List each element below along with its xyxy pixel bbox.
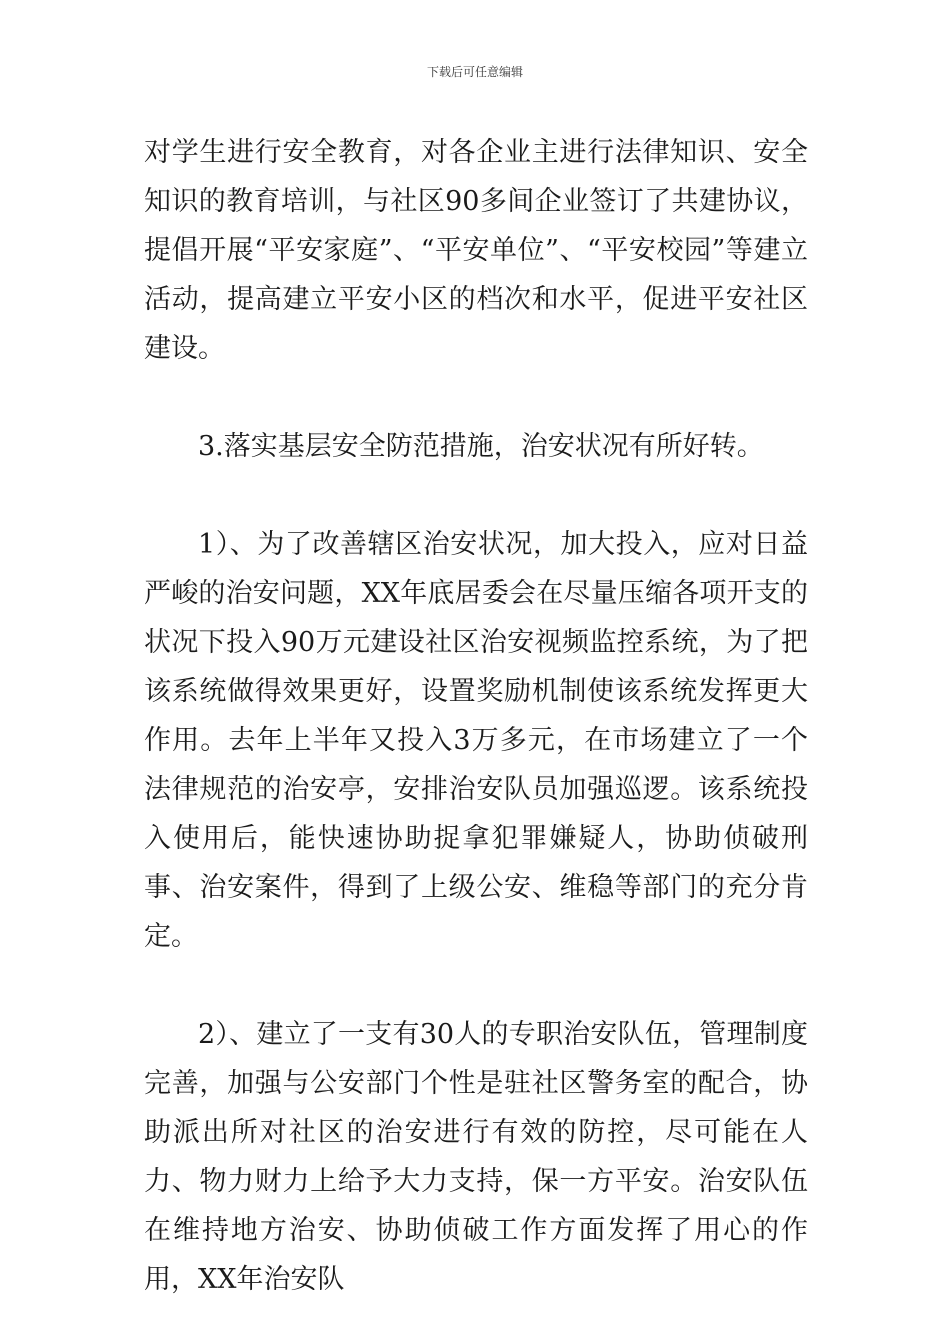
paragraph-gap xyxy=(144,471,808,520)
document-body xyxy=(144,128,808,1304)
paragraph-continuation: 对学生进行安全教育，对各企业主进行法律知识、安全知识的教育培训，与社区90多间企业签订了共建协议，提倡开展“平安家庭”、“平安单位”、“平安校园”等建立活动，提高建立平安小区的档次和水平，促进平安社区建设。 xyxy=(144,137,808,364)
page-header: 下载后可任意编辑 xyxy=(426,65,523,79)
paragraph-gap xyxy=(144,961,808,1010)
paragraph-item-2: 2）、建立了一支有30人的专职治安队伍，管理制度完善，加强与公安部门个性是驻社区警务室的配合，协助派出所对社区的治安进行有效的防控，尽可能在人力、物力财力上给予大力支持，保一方平安。治安队伍在维持地方治安、协助侦破工作方面发挥了用心的作用，XX年治安队 xyxy=(144,1019,808,1295)
paragraph-gap xyxy=(144,373,808,422)
section-heading: 3.落实基层安全防范措施，治安状况有所好转。 xyxy=(198,431,764,462)
paragraph-item-1: 1）、为了改善辖区治安状况，加大投入，应对日益严峻的治安问题，XX年底居委会在尽量压缩各项开支的状况下投入90万元建设社区治安视频监控系统，为了把该系统做得效果更好，设置奖励机制使该系统发挥更大作用。去年上半年又投入3万多元，在市场建立了一个法律规范的治安亭，安排治安队员加强巡逻。该系统投入使用后，能快速协助捉拿犯罪嫌疑人，协助侦破刑事、治安案件，得到了上级公安、维稳等部门的充分肯定。 xyxy=(144,529,808,952)
